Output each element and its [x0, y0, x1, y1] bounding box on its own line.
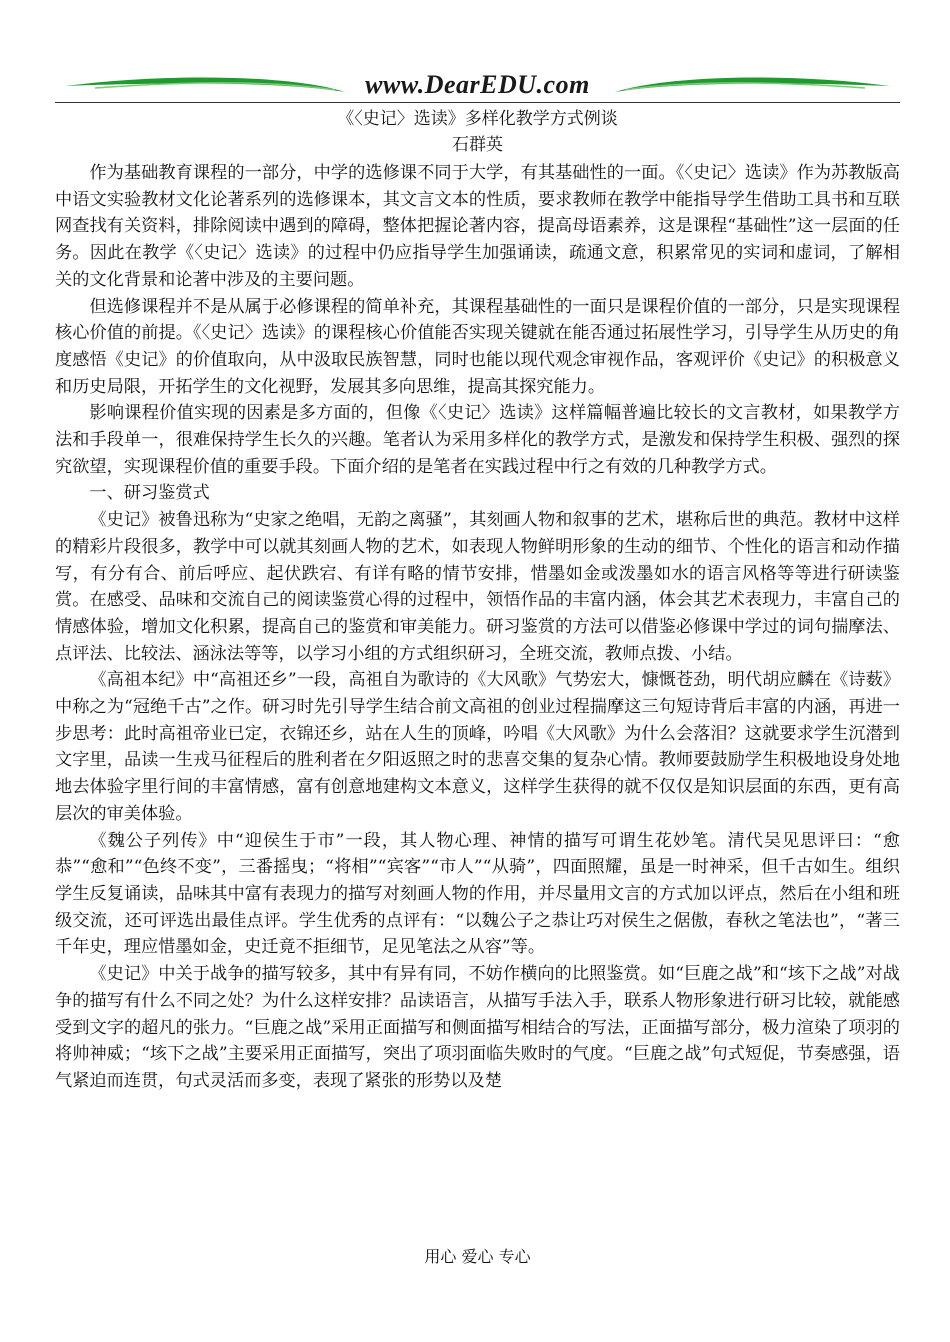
site-logo: www.DearEDU.com [365, 70, 590, 99]
header-rule [55, 102, 900, 103]
paragraph: 《史记》被鲁迅称为“史家之绝唱，无韵之离骚”，其刻画人物和叙事的艺术，堪称后世的典范。教材中这样的精彩片段很多，教学中可以就其刻画人物的艺术，如表现人物鲜明形象的生动的细节、个性化的语言和动作描写，有分有合、前后呼应、起伏跌宕、有详有略的情节安排，惜墨如金或泼墨如水的语言风格等等进行研读鉴赏。在感受、品味和交流自己的阅读鉴赏心得的过程中，领悟作品的丰富内涵，体会其艺术表现力，丰富自己的情感体验，增加文化积累，提高自己的鉴赏和审美能力。研习鉴赏的方法可以借鉴必修课中学过的词句揣摩法、点评法、比较法、涵泳法等等，以学习小组的方式组织研习，全班交流，教师点拨、小结。 [55, 510, 900, 664]
paragraph: 《史记》中关于战争的描写较多，其中有异有同，不妨作横向的比照鉴赏。如“巨鹿之战”和“垓下之战”对战争的描写有什么不同之处？为什么这样安排？品读语言，从描写手法入手，联系人物形象进行研习比较，就能感受到文字的超凡的张力。“巨鹿之战”采用正面描写和侧面描写相结合的写法，正面描写部分，极力渲染了项羽的将帅神威；“垓下之战”主要采用正面描写，突出了项羽面临失败时的气度。“巨鹿之战”句式短促，节奏感强，语气紧迫而连贯，句式灵活而多变，表现了紧张的形势以及楚 [55, 964, 900, 1091]
paragraph: 《高祖本纪》中“高祖还乡”一段，高祖自为歌诗的《大风歌》气势宏大，慷慨苍劲，明代胡应麟在《诗薮》中称之为“冠绝千古”之作。研习时先引导学生结合前文高祖的创业过程揣摩这三句短诗背后丰富的内涵，再进一步思考：此时高祖帝业已定，衣锦还乡，站在人生的顶峰，吟唱《大风歌》为什么会落泪？这就要求学生沉潜到文字里，品读一生戎马征程后的胜利者在夕阳返照之时的悲喜交集的复杂心情。教师要鼓励学生积极地设身处地地去体验字里行间的丰富情感，富有创意地建构文本意义，这样学生获得的就不仅仅是知识层面的东西，更有高层次的审美体验。 [55, 670, 900, 824]
paragraph: 影响课程价值实现的因素是多方面的，但像《〈史记〉选读》这样篇幅普遍比较长的文言教材，如果教学方法和手段单一，很难保持学生长久的兴趣。笔者认为采用多样化的教学方式，是激发和保持学生积极、强烈的探究欲望，实现课程价值的重要手段。下面介绍的是笔者在实践过程中行之有效的几种教学方式。 [55, 403, 900, 477]
paragraph: 《魏公子列传》中“迎侯生于市”一段，其人物心理、神情的描写可谓生花妙笔。清代吴见思评曰：“愈恭”“愈和”“色终不变”，三番摇曳；“将相”“宾客”“市人”“从骑”，四面照耀，虽是一时神采，但千古如生。组织学生反复诵读，品味其中富有表现力的描写对刻画人物的作用，并尽量用文言的方式加以评点，然后在小组和班级交流，还可评选出最佳点评。学生优秀的点评有：“以魏公子之恭让巧对侯生之倨傲，春秋之笔法也”，“著三千年史，理应惜墨如金，史迁竟不拒细节，足见笔法之从容”等。 [55, 830, 900, 958]
site-banner [55, 68, 900, 104]
article-author: 石群英 [452, 135, 503, 155]
article-title: 《〈史记〉选读》多样化教学方式例谈 [337, 109, 618, 129]
page-footer: 用心 爱心 专心 [424, 1247, 531, 1266]
paragraph: 但选修课程并不是从属于必修课程的简单补充，其课程基础性的一面只是课程价值的一部分，只是实现课程核心价值的前提。《〈史记〉选读》的课程核心价值能否实现关键就在能否通过拓展性学习，引导学生从历史的角度感悟《史记》的价值取向，从中汲取民族智慧，同时也能以现代观念审视作品，客观评价《史记》的积极意义和历史局限，开拓学生的文化视野，发展其多向思维，提高其探究能力。 [55, 296, 900, 397]
section-heading: 一、研习鉴赏式 [89, 483, 210, 504]
paragraph: 作为基础教育课程的一部分，中学的选修课不同于大学，有其基础性的一面。《〈史记〉选读》作为苏教版高中语文实验教材文化论著系列的选修课本，其文言文本的性质，要求教师在教学中能指导学生借助工具书和互联网查找有关资料，排除阅读中遇到的障碍，整体把握论著内容，提高母语素养，这是课程“基础性”这一层面的任务。因此在教学《〈史记〉选读》的过程中仍应指导学生加强诵读，疏通文意，积累常见的实词和虚词，了解相关的文化背景和论著中涉及的主要问题。 [55, 163, 900, 290]
article-body [55, 160, 900, 1095]
